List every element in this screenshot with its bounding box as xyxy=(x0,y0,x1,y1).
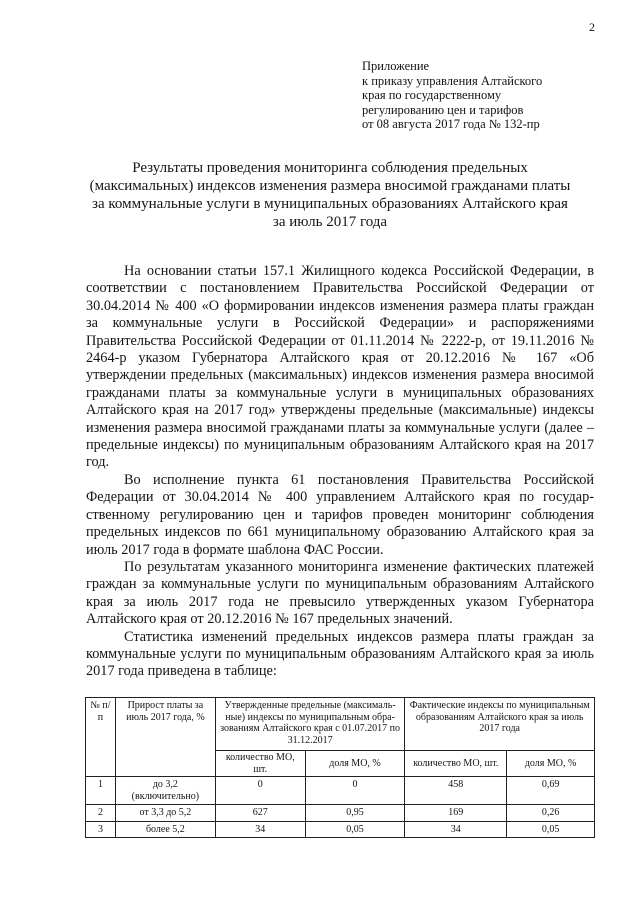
cell-approved-count: 627 xyxy=(215,805,305,822)
appendix-line: края по государственному xyxy=(362,88,502,103)
cell-actual-share: 0,69 xyxy=(507,777,595,805)
title-line: Результаты проведения мониторинга соблюдения предельных xyxy=(132,160,528,176)
header-approved: Утвержденные предельные (максимальные) индексы по муниципальным образованиям Алтайского края с 01.07.2017 по 31.12.2017 xyxy=(215,698,405,751)
cell-num: 3 xyxy=(86,821,116,838)
cell-growth: от 3,3 до 5,2 xyxy=(115,805,215,822)
title-line: за коммунальные услуги в муниципальных образованиях Алтайского края xyxy=(92,196,568,212)
paragraph: Во исполнение пункта 61 постановления Правительства Российской Федерации от 30.04.2014 № 400 управлением Алтайского края по государственному регулированию цен и тарифов проведен мониторинг соблюдения предельных индексов по 661 муниципальному образованию Алтайского края за июль 2017 года в формате шаблона ФАС России. xyxy=(86,471,594,558)
table-row xyxy=(86,777,595,805)
table-header-row xyxy=(86,698,595,751)
cell-approved-share: 0,95 xyxy=(305,805,405,822)
cell-num: 2 xyxy=(86,805,116,822)
cell-actual-share: 0,05 xyxy=(507,821,595,838)
paragraph: На основании статьи 157.1 Жилищного кодекса Российской Федерации, в соответствии с постановлением Правительства Российской Федерации от 30.04.2014 № 400 «О формировании индексов изменения размера платы граждан за коммунальные услуги в Российской Федерации» и распоряжениями Правительства Российской Федерации от 01.11.2014 № 2222-р, от 19.11.2016 № 2464-р указом Губернатора Алтайского края от 20.12.2016 № 167 «Об утверждении предельных (максимальных) индексов изменения размера вносимой гражданами платы за коммунальные услуги в муниципальных образованиях Алтайского края на 2017 год» утверждены предельные (максимальные) индексы изменения размера вносимой гражданами платы за коммунальные услуги (далее – предельные индексы) по муниципальным образованиям Алтайского края на 2017 год. xyxy=(86,263,594,471)
appendix-line: от 08 августа 2017 года № 132-пр xyxy=(362,117,540,132)
table-row xyxy=(86,821,595,838)
appendix-line: к приказу управления Алтайского xyxy=(362,73,543,88)
table-row xyxy=(86,805,595,822)
appendix-block xyxy=(362,59,542,132)
subheader-approved-count: количество МО, шт. xyxy=(215,751,305,777)
subheader-actual-count: количество МО, шт. xyxy=(405,751,507,777)
header-growth: Прирост платы за июль 2017 года, % xyxy=(115,698,215,777)
cell-num: 1 xyxy=(86,777,116,805)
subheader-actual-share: доля МО, % xyxy=(507,751,595,777)
cell-growth: более 5,2 xyxy=(115,821,215,838)
cell-approved-share: 0,05 xyxy=(305,821,405,838)
paragraph: Статистика изменений предельных индексов размера платы граждан за коммунальные услуги по муниципальным образованиям Алтайского края за июль 2017 года приведена в таблице: xyxy=(86,628,594,680)
header-num: № п/п xyxy=(86,698,116,777)
cell-actual-count: 169 xyxy=(405,805,507,822)
subheader-approved-share: доля МО, % xyxy=(305,751,405,777)
cell-actual-share: 0,26 xyxy=(507,805,595,822)
header-actual: Фактические индексы по муниципальным образованиям Алтайского края за июль 2017 года xyxy=(405,698,595,751)
cell-approved-count: 34 xyxy=(215,821,305,838)
appendix-line: Приложение xyxy=(362,59,430,73)
document-title xyxy=(0,159,640,231)
paragraph: По результатам указанного мониторинга изменение фактических платежей граждан за коммунальные услуги по муниципальным образованиям Алтайского края за июль 2017 года не превысило утвержденных указом Губернатора Алтайского края от 20.12.2016 № 167 предельных значений. xyxy=(86,558,594,628)
cell-actual-count: 34 xyxy=(405,821,507,838)
body-text xyxy=(86,263,594,681)
title-line: за июль 2017 года xyxy=(272,214,388,230)
cell-approved-count: 0 xyxy=(215,777,305,805)
appendix-line: регулированию цен и тарифов xyxy=(362,102,524,117)
statistics-table xyxy=(85,697,595,838)
cell-growth: до 3,2 (включительно) xyxy=(115,777,215,805)
title-line: (максимальных) индексов изменения размера вносимой гражданами платы xyxy=(89,178,571,194)
page-number: 2 xyxy=(589,20,595,34)
cell-approved-share: 0 xyxy=(305,777,405,805)
cell-actual-count: 458 xyxy=(405,777,507,805)
